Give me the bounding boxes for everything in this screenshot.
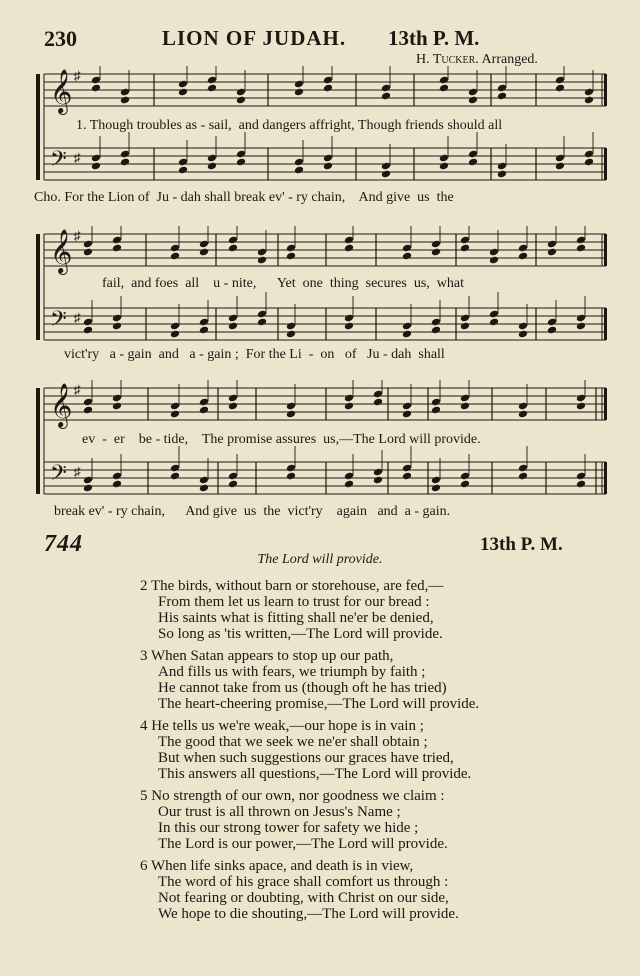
note-head (112, 480, 122, 489)
note-head (83, 406, 93, 415)
note-head (344, 480, 354, 489)
note-head (199, 484, 209, 493)
verse (140, 718, 610, 782)
sharp-icon: ♯ (74, 464, 81, 479)
note-head (91, 162, 101, 171)
verse (140, 788, 610, 852)
note-head (228, 480, 238, 489)
bass-lyrics: break ev' - ry chain, And give us the vict'ry again and a - gain. (54, 504, 451, 519)
verse-line: Not fearing or doubting, with Christ on our side, (158, 890, 449, 906)
treble-clef-icon: 𝄞 (50, 69, 73, 113)
note-head (373, 476, 383, 485)
music-system-2 (36, 226, 608, 376)
verse-line: Our trust is all thrown on Jesus's Name ; (158, 804, 401, 820)
note-head (431, 406, 441, 415)
verse-line: His saints what is fitting shall ne'er be denied, (158, 610, 434, 626)
bass-clef-icon: 𝄢 (50, 147, 67, 177)
note-head (555, 162, 565, 171)
note-head (576, 244, 586, 253)
note-head (257, 318, 267, 327)
music-system-3 (36, 380, 608, 530)
note-head (555, 84, 565, 93)
verse-line: This answers all questions,—The Lord will provide. (158, 766, 472, 782)
note-head (460, 480, 470, 489)
note-head (489, 318, 499, 327)
note-head (344, 322, 354, 331)
note-head (120, 96, 130, 105)
final-barline (604, 234, 607, 266)
tune-meter: 13th P. M. (388, 26, 480, 50)
note-head (294, 166, 304, 175)
bass-lyrics: Cho. For the Lion of Ju - dah shall break ev' - ry chain, And give us the (34, 190, 454, 205)
note-head (257, 256, 267, 265)
note-head (402, 330, 412, 339)
note-head (468, 96, 478, 105)
note-head (547, 248, 557, 257)
note-head (83, 484, 93, 493)
sharp-icon: ♯ (74, 150, 81, 165)
note-head (468, 158, 478, 167)
verse-line: And fills us with fears, we triumph by faith ; (158, 664, 426, 680)
note-head (286, 330, 296, 339)
note-head (323, 162, 333, 171)
note-head (83, 248, 93, 257)
note-head (286, 252, 296, 261)
note-head (294, 88, 304, 97)
note-head (91, 84, 101, 93)
note-head (344, 402, 354, 411)
note-head (170, 330, 180, 339)
final-barline (604, 462, 607, 494)
verse-line: 5 No strength of our own, nor goodness we claim : (140, 788, 445, 804)
note-head (431, 248, 441, 257)
note-head (584, 96, 594, 105)
note-head (576, 402, 586, 411)
note-head (431, 326, 441, 335)
treble-lyrics: fail, and foes all u - nite, Yet one thing secures us, what (102, 276, 464, 291)
note-head (497, 170, 507, 179)
note-head (518, 330, 528, 339)
arrangement-note: Arranged. (481, 52, 538, 67)
final-barline (604, 388, 607, 420)
treble-lyrics: 1. Though troubles as - sail, and dangers affright, Though friends should all (76, 118, 503, 133)
note-head (236, 96, 246, 105)
note-head (178, 88, 188, 97)
final-barline (604, 308, 607, 340)
verse-line: The good that we seek we ne'er shall obtain ; (158, 734, 428, 750)
system-brace (36, 234, 40, 340)
sharp-icon: ♯ (74, 68, 81, 83)
note-head (402, 472, 412, 481)
note-head (228, 402, 238, 411)
hymn-title: LION OF JUDAH. (162, 26, 347, 50)
verse-line: He cannot take from us (though oft he has tried) (158, 680, 447, 696)
verse-line: 4 He tells us we're weak,—our hope is in vain ; (140, 718, 424, 734)
note-head (381, 170, 391, 179)
hymn-number: 744 (44, 531, 83, 557)
note-head (170, 410, 180, 419)
note-head (576, 322, 586, 331)
note-head (489, 256, 499, 265)
bass-clef-icon: 𝄢 (50, 461, 67, 491)
hymn-meter: 13th P. M. (480, 534, 563, 555)
system-brace (36, 74, 40, 180)
verse-line: 6 When life sinks apace, and death is in view, (140, 858, 414, 874)
note-head (576, 480, 586, 489)
note-head (373, 398, 383, 407)
note-head (112, 322, 122, 331)
note-head (497, 92, 507, 101)
verse-line: The word of his grace shall comfort us through : (158, 874, 449, 890)
note-head (228, 244, 238, 253)
bass-lyrics: vict'ry a - gain and a - gain ; For the Li - on of Ju - dah shall (64, 347, 445, 362)
verse-line: The heart-cheering promise,—The Lord will provide. (158, 696, 480, 712)
note-head (207, 84, 217, 93)
note-head (518, 252, 528, 261)
note-head (199, 406, 209, 415)
note-head (207, 162, 217, 171)
note-head (381, 92, 391, 101)
sharp-icon: ♯ (74, 310, 81, 325)
verse-line: 3 When Satan appears to stop up our path, (140, 648, 394, 664)
page-number: 230 (44, 26, 77, 51)
verse-line: In this our strong tower for safety we hide ; (158, 820, 419, 836)
note-head (199, 248, 209, 257)
treble-clef-icon: 𝄞 (50, 383, 73, 427)
system-brace (36, 388, 40, 494)
verse-line: 2 The birds, without barn or storehouse, are fed,— (140, 578, 444, 594)
composer-name: H. Tucker. (416, 52, 479, 67)
note-head (236, 158, 246, 167)
final-barline (604, 148, 607, 180)
sharp-icon: ♯ (74, 382, 81, 397)
note-head (584, 158, 594, 167)
sharp-icon: ♯ (74, 228, 81, 243)
note-head (460, 322, 470, 331)
note-head (323, 84, 333, 93)
verse (140, 858, 610, 922)
treble-clef-icon: 𝄞 (50, 229, 73, 273)
note-head (439, 84, 449, 93)
hymn-subtitle: The Lord will provide. (257, 552, 383, 567)
note-head (120, 158, 130, 167)
verses (140, 578, 610, 928)
note-head (112, 244, 122, 253)
note-head (431, 484, 441, 493)
verse (140, 578, 610, 642)
note-head (178, 166, 188, 175)
verse-line: The Lord is our power,—The Lord will provide. (158, 836, 448, 852)
verse (140, 648, 610, 712)
note-head (518, 472, 528, 481)
note-head (460, 244, 470, 253)
note-head (402, 410, 412, 419)
verse-line: But when such suggestions our graces have tried, (158, 750, 454, 766)
note-head (112, 402, 122, 411)
note-head (344, 244, 354, 253)
verse-line: From them let us learn to trust for our bread : (158, 594, 430, 610)
note-head (170, 252, 180, 261)
note-head (286, 410, 296, 419)
note-head (439, 162, 449, 171)
note-head (547, 326, 557, 335)
bass-clef-icon: 𝄢 (50, 307, 67, 337)
note-head (518, 410, 528, 419)
treble-lyrics: ev - er be - tide, The promise assures us,—The Lord will provide. (82, 432, 481, 447)
note-head (460, 402, 470, 411)
note-head (402, 252, 412, 261)
note-head (199, 326, 209, 335)
note-head (83, 326, 93, 335)
music-system-1 (36, 66, 608, 216)
verse-line: We hope to die shouting,—The Lord will provide. (158, 906, 459, 922)
verse-line: So long as 'tis written,—The Lord will provide. (158, 626, 443, 642)
note-head (286, 472, 296, 481)
note-head (228, 322, 238, 331)
final-barline (604, 74, 607, 106)
note-head (170, 472, 180, 481)
